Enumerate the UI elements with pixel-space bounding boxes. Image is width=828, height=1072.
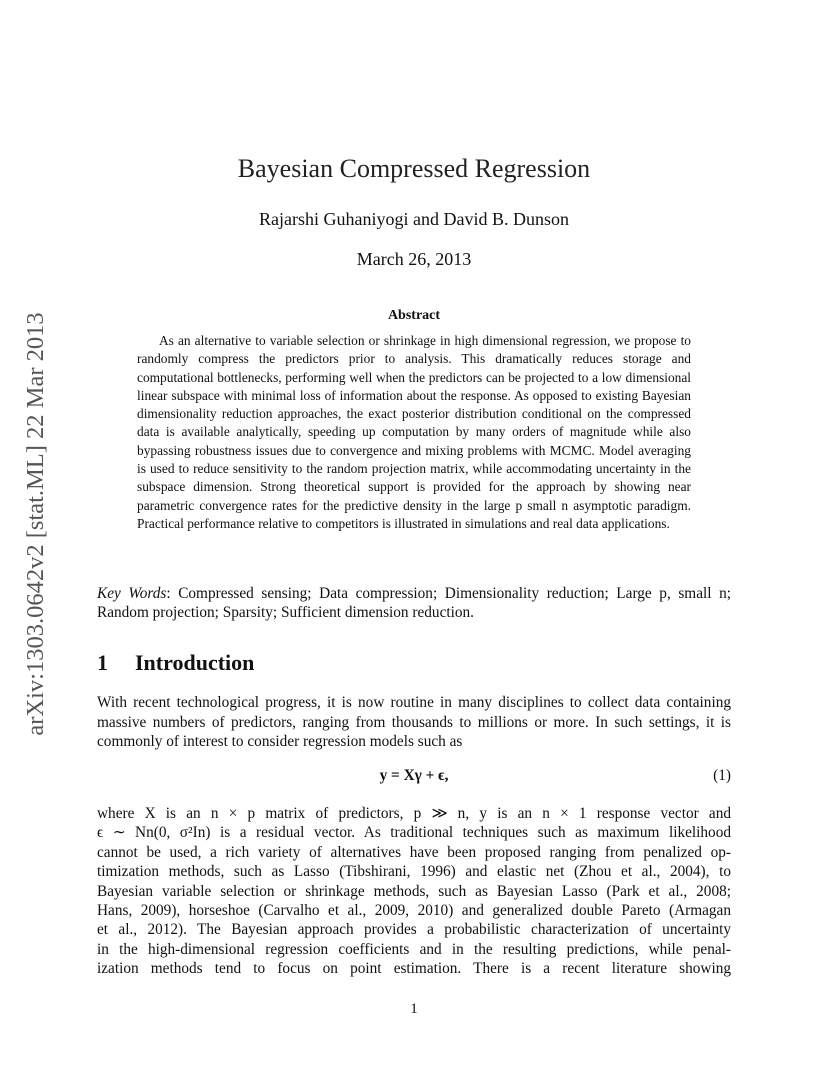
paper-title: Bayesian Compressed Regression: [237, 154, 591, 183]
text-line: timization methods, such as Lasso (Tibshirani, 1996) and elastic net (Zhou et al., 2004), to: [97, 863, 731, 881]
equation-1: [97, 767, 731, 789]
section-heading: [97, 650, 254, 676]
section-number: 1: [97, 650, 108, 675]
text-line: where X is an n × p matrix of predictors, p ≫ n, y is an n × 1 response vector and: [97, 805, 731, 822]
equation-number: (1): [713, 767, 731, 784]
section-title: Introduction: [135, 650, 255, 675]
arxiv-sidebar-stamp: [16, 284, 56, 764]
text-line: ization methods tend to focus on point estimation. There is a recent literature showing: [97, 960, 731, 978]
text-line: ϵ ∼ Nn(0, σ²In) is a residual vector. As traditional techniques such as maximum likelihood: [97, 824, 731, 842]
paper-authors: Rajarshi Guhaniyogi and David B. Dunson: [259, 209, 569, 229]
keywords-label: Key Words: [97, 585, 167, 602]
paper-date: March 26, 2013: [356, 249, 472, 269]
intro-paragraph-1: With recent technological progress, it is now routine in many disciplines to collect data containing massive numbers of predictors, ranging from thousands to millions or more. In such settings, it is commonly of interest to consider regression models such as: [97, 694, 731, 750]
abstract-text: As an alternative to variable selection or shrinkage in high dimensional regression, we propose to randomly compress the predictors prior to analysis. This dramatically reduces storage and computational bottlenecks, performing well when the predictors can be projected to a low dimensional linear subspace with minimal loss of information about the response. As opposed to existing Bayesian dimensionality reduction approaches, the exact posterior distribution conditional on the compressed data is available analytically, speeding up computation by many orders of magnitude while also bypassing robustness issues due to convergence and mixing problems with MCMC. Model averaging is used to reduce sensitivity to the random projection matrix, while accommodating uncertainty in the subspace dimension. Strong theoretical support is provided for the approach by showing near parametric convergence rates for the predictive density in the large p small n asymptotic paradigm. Practical performance relative to competitors is illustrated in simulations and real data applications.: [137, 333, 691, 531]
equation-body: y = Xγ + ϵ,: [379, 767, 449, 784]
keywords-text: : Compressed sensing; Data compression; Dimensionality reduction; Large p, small n; Random projection; Sparsity; Sufficient dimension reduction.: [97, 585, 731, 621]
abstract-body: [137, 332, 691, 533]
intro-paragraph-2: [97, 804, 731, 979]
text-line: cannot be used, a rich variety of alternatives have been proposed ranging from penalized op-: [97, 843, 731, 861]
text-line: in the high-dimensional regression coefficients and in the resulting predictions, while penal-: [97, 940, 731, 958]
keywords-block: [97, 584, 731, 622]
arxiv-id-label: arXiv:1303.0642v2 [stat.ML] 22 Mar 2013: [22, 312, 49, 736]
abstract-heading: Abstract: [387, 308, 441, 323]
page-number: 1: [410, 1001, 418, 1017]
text-line: Bayesian variable selection or shrinkage methods, such as Bayesian Lasso (Park et al., 2008;: [97, 882, 731, 900]
text-line: et al., 2012). The Bayesian approach provides a probabilistic characterization of uncertainty: [97, 921, 731, 939]
text-line: Hans, 2009), horseshoe (Carvalho et al., 2009, 2010) and generalized double Pareto (Armagan: [97, 902, 731, 920]
